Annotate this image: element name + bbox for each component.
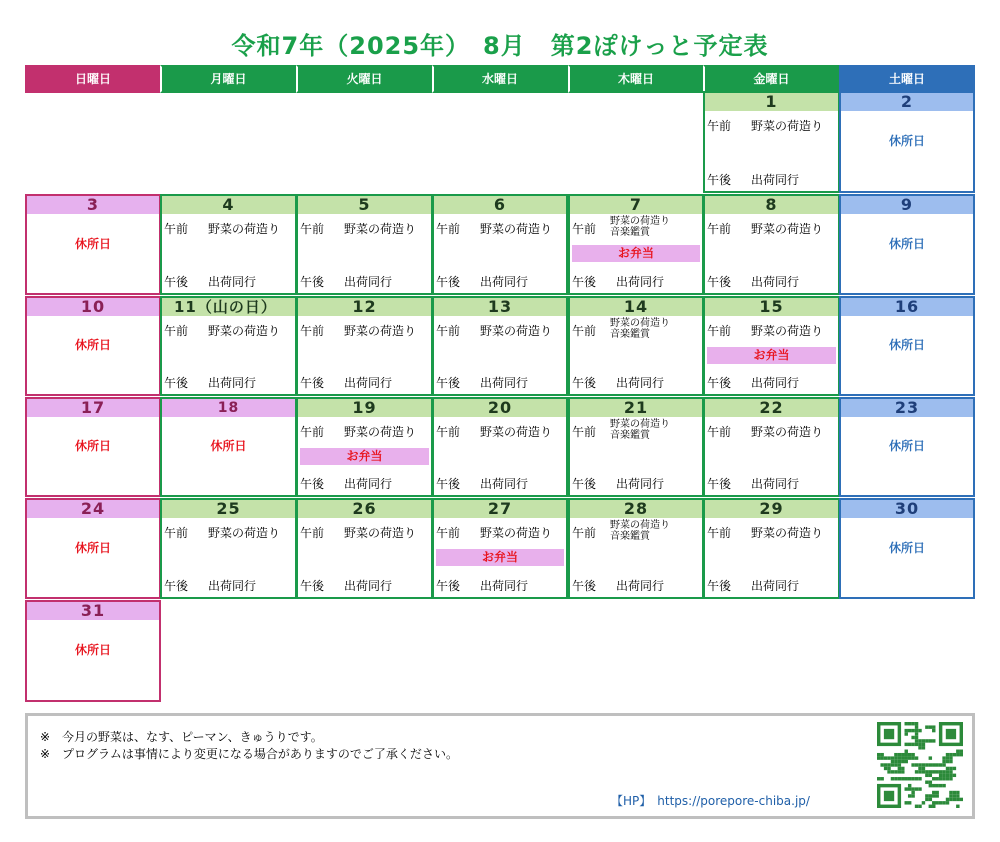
closed-day-label: 休所日 — [888, 338, 925, 352]
am-label: 午前 — [164, 526, 189, 540]
pm-row — [707, 376, 838, 390]
am-label: 午前 — [572, 222, 597, 236]
calendar-day — [432, 296, 568, 396]
calendar-day — [296, 296, 433, 396]
day-number: 26 — [298, 500, 431, 518]
day-number: 24 — [27, 500, 159, 518]
am-activity: 野菜の荷造り — [480, 324, 553, 338]
pm-activity: 出荷同行 — [344, 477, 393, 491]
pm-activity: 出荷同行 — [344, 376, 393, 390]
am-row — [436, 324, 566, 338]
calendar-day — [568, 397, 704, 497]
calendar-day — [568, 296, 704, 396]
am-label: 午前 — [300, 425, 325, 439]
calendar-day — [25, 498, 161, 599]
pm-label: 午後 — [164, 579, 189, 593]
day-number: 8 — [705, 196, 838, 214]
am-label: 午前 — [164, 324, 189, 338]
pm-activity: 出荷同行 — [616, 376, 665, 390]
bento-badge: お弁当 — [436, 549, 564, 566]
pm-label: 午後 — [572, 477, 597, 491]
pm-row — [164, 376, 295, 390]
calendar-day — [432, 397, 568, 497]
calendar-day — [296, 194, 433, 295]
closed-day-label: 休所日 — [74, 643, 111, 657]
pm-activity: 出荷同行 — [751, 477, 800, 491]
am-label: 午前 — [707, 119, 732, 133]
calendar-day — [839, 397, 975, 497]
calendar-day — [432, 498, 568, 599]
am-label: 午前 — [707, 425, 732, 439]
day-number: 27 — [434, 500, 566, 518]
pm-row — [436, 275, 566, 289]
pm-row — [707, 275, 838, 289]
am-activity: 野菜の荷造り — [208, 526, 281, 540]
am-row — [300, 324, 431, 338]
calendar-day — [160, 498, 297, 599]
am-row — [164, 526, 295, 540]
pm-activity: 出荷同行 — [751, 376, 800, 390]
pm-row — [436, 477, 566, 491]
calendar-day — [839, 194, 975, 295]
am-label: 午前 — [300, 526, 325, 540]
am-label: 午前 — [436, 425, 461, 439]
am-activity: 野菜の荷造り — [610, 520, 670, 531]
pm-label: 午後 — [300, 477, 325, 491]
am-label: 午前 — [572, 526, 597, 540]
pm-label: 午後 — [436, 579, 461, 593]
pm-label: 午後 — [300, 579, 325, 593]
pm-row — [436, 376, 566, 390]
footer-notes — [25, 713, 975, 819]
am-label: 午前 — [300, 222, 325, 236]
am-row — [707, 119, 838, 133]
day-number: 29 — [705, 500, 838, 518]
pm-label: 午後 — [572, 376, 597, 390]
day-number: 1 — [705, 93, 838, 111]
pm-activity: 出荷同行 — [751, 275, 800, 289]
am-activity: 野菜の荷造り — [208, 324, 281, 338]
weekday-header: 日曜日 — [25, 65, 161, 93]
am-label: 午前 — [707, 324, 732, 338]
pm-label: 午後 — [572, 275, 597, 289]
am-label: 午前 — [300, 324, 325, 338]
day-number: 10 — [27, 298, 159, 316]
day-number: 12 — [298, 298, 431, 316]
am-activity: 野菜の荷造り — [751, 119, 824, 133]
pm-activity: 出荷同行 — [480, 579, 529, 593]
pm-label: 午後 — [436, 275, 461, 289]
weekday-header: 木曜日 — [568, 65, 704, 93]
weekday-header: 水曜日 — [432, 65, 568, 93]
pm-row — [164, 275, 295, 289]
closed-day-label: 休所日 — [210, 439, 247, 453]
pm-activity: 出荷同行 — [751, 173, 800, 187]
calendar-day — [839, 296, 975, 396]
day-number: 30 — [841, 500, 973, 518]
pm-activity: 出荷同行 — [480, 477, 529, 491]
am-label: 午前 — [707, 222, 732, 236]
pm-label: 午後 — [436, 477, 461, 491]
pm-label: 午後 — [707, 477, 732, 491]
pm-row — [300, 477, 431, 491]
day-number: 28 — [570, 500, 702, 518]
pm-row — [572, 275, 702, 289]
pm-label: 午後 — [300, 275, 325, 289]
weekday-header: 月曜日 — [160, 65, 297, 93]
am-row — [707, 526, 838, 540]
calendar-day — [839, 91, 975, 193]
am-row — [707, 324, 838, 338]
pm-activity: 出荷同行 — [344, 579, 393, 593]
closed-day-label: 休所日 — [74, 439, 111, 453]
weekday-header: 火曜日 — [296, 65, 433, 93]
calendar-day — [25, 397, 161, 497]
day-number: 11（山の日） — [162, 298, 295, 316]
program-note: ※ プログラムは事情により変更になる場合がありますのでご了承ください。 — [40, 747, 458, 761]
am-activity: 野菜の荷造り — [751, 425, 824, 439]
closed-day-label: 休所日 — [888, 439, 925, 453]
calendar-day — [432, 194, 568, 295]
calendar-day — [160, 194, 297, 295]
am-activity: 野菜の荷造り — [344, 222, 417, 236]
pm-activity: 出荷同行 — [616, 477, 665, 491]
pm-label: 午後 — [707, 275, 732, 289]
am-activity: 野菜の荷造り — [751, 222, 824, 236]
am-activity: 野菜の荷造り — [610, 318, 670, 329]
am-activity: 野菜の荷造り — [610, 216, 670, 227]
day-number: 31 — [27, 602, 159, 620]
pm-label: 午後 — [707, 579, 732, 593]
day-number: 25 — [162, 500, 295, 518]
pm-activity: 出荷同行 — [208, 579, 257, 593]
vegetable-note: ※ 今月の野菜は、なす、ピーマン、きゅうりです。 — [40, 730, 323, 744]
page-title: 令和7年（2025年） 8月 第2ぽけっと予定表 — [231, 32, 769, 60]
calendar-day — [839, 498, 975, 599]
am-label: 午前 — [707, 526, 732, 540]
am-activity: 野菜の荷造り — [480, 425, 553, 439]
am-activity: 野菜の荷造り — [480, 222, 553, 236]
calendar-day — [703, 498, 840, 599]
am-activity: 野菜の荷造り — [344, 425, 417, 439]
am-activity: 野菜の荷造り — [208, 222, 281, 236]
day-number: 9 — [841, 196, 973, 214]
calendar-day — [703, 194, 840, 295]
pm-activity: 出荷同行 — [208, 376, 257, 390]
closed-day-label: 休所日 — [74, 338, 111, 352]
day-number: 23 — [841, 399, 973, 417]
am-label: 午前 — [572, 324, 597, 338]
music-activity: 音楽鑑賞 — [610, 227, 650, 238]
homepage-link[interactable]: 【HP】 https://porepore-chiba.jp/ — [611, 794, 810, 808]
am-activity: 野菜の荷造り — [480, 526, 553, 540]
closed-day-label: 休所日 — [888, 134, 925, 148]
bento-badge: お弁当 — [572, 245, 700, 262]
bento-badge: お弁当 — [300, 448, 429, 465]
am-row — [436, 425, 566, 439]
qr-code-icon[interactable] — [877, 722, 963, 808]
day-number: 5 — [298, 196, 431, 214]
am-row — [300, 526, 431, 540]
pm-activity: 出荷同行 — [751, 579, 800, 593]
calendar-day — [296, 397, 433, 497]
bento-badge: お弁当 — [707, 347, 836, 364]
calendar-day — [25, 194, 161, 295]
am-label: 午前 — [436, 324, 461, 338]
am-activity: 野菜の荷造り — [344, 324, 417, 338]
pm-label: 午後 — [164, 275, 189, 289]
calendar-day — [703, 91, 840, 193]
am-activity: 野菜の荷造り — [344, 526, 417, 540]
calendar-day — [703, 397, 840, 497]
pm-row — [572, 376, 702, 390]
am-activity: 野菜の荷造り — [610, 419, 670, 430]
pm-row — [164, 579, 295, 593]
day-number: 20 — [434, 399, 566, 417]
pm-row — [707, 579, 838, 593]
am-row — [300, 425, 431, 439]
am-label: 午前 — [436, 222, 461, 236]
day-number: 17 — [27, 399, 159, 417]
calendar-day — [25, 296, 161, 396]
day-number: 14 — [570, 298, 702, 316]
am-label: 午前 — [164, 222, 189, 236]
am-row — [436, 222, 566, 236]
calendar-day — [568, 194, 704, 295]
calendar-day — [703, 296, 840, 396]
pm-row — [436, 579, 566, 593]
music-activity: 音楽鑑賞 — [610, 329, 650, 340]
calendar-day — [568, 498, 704, 599]
am-label: 午前 — [436, 526, 461, 540]
pm-row — [572, 477, 702, 491]
pm-activity: 出荷同行 — [616, 275, 665, 289]
am-activity: 野菜の荷造り — [751, 324, 824, 338]
day-number: 15 — [705, 298, 838, 316]
am-row — [436, 526, 566, 540]
day-number: 19 — [298, 399, 431, 417]
day-number: 4 — [162, 196, 295, 214]
am-row — [300, 222, 431, 236]
day-number: 7 — [570, 196, 702, 214]
pm-activity: 出荷同行 — [480, 275, 529, 289]
weekday-header: 金曜日 — [703, 65, 840, 93]
day-number: 16 — [841, 298, 973, 316]
closed-day-label: 休所日 — [74, 541, 111, 555]
am-row — [164, 222, 295, 236]
music-activity: 音楽鑑賞 — [610, 531, 650, 542]
closed-day-label: 休所日 — [74, 237, 111, 251]
pm-row — [707, 173, 838, 187]
pm-label: 午後 — [707, 376, 732, 390]
pm-label: 午後 — [436, 376, 461, 390]
pm-label: 午後 — [164, 376, 189, 390]
pm-activity: 出荷同行 — [616, 579, 665, 593]
day-number: 13 — [434, 298, 566, 316]
calendar-day — [296, 498, 433, 599]
am-row — [707, 222, 838, 236]
day-number: 18 — [162, 399, 295, 417]
day-number: 2 — [841, 93, 973, 111]
pm-label: 午後 — [572, 579, 597, 593]
weekday-header: 土曜日 — [839, 65, 975, 93]
music-activity: 音楽鑑賞 — [610, 430, 650, 441]
pm-row — [300, 376, 431, 390]
closed-day-label: 休所日 — [888, 237, 925, 251]
pm-activity: 出荷同行 — [344, 275, 393, 289]
am-row — [164, 324, 295, 338]
am-activity: 野菜の荷造り — [751, 526, 824, 540]
pm-label: 午後 — [300, 376, 325, 390]
pm-row — [707, 477, 838, 491]
pm-label: 午後 — [707, 173, 732, 187]
pm-row — [300, 579, 431, 593]
calendar-day — [160, 397, 297, 497]
day-number: 22 — [705, 399, 838, 417]
am-label: 午前 — [572, 425, 597, 439]
day-number: 6 — [434, 196, 566, 214]
pm-activity: 出荷同行 — [208, 275, 257, 289]
calendar-day — [25, 600, 161, 702]
closed-day-label: 休所日 — [888, 541, 925, 555]
am-row — [707, 425, 838, 439]
pm-activity: 出荷同行 — [480, 376, 529, 390]
day-number: 3 — [27, 196, 159, 214]
pm-row — [300, 275, 431, 289]
pm-row — [572, 579, 702, 593]
calendar-day — [160, 296, 297, 396]
day-number: 21 — [570, 399, 702, 417]
